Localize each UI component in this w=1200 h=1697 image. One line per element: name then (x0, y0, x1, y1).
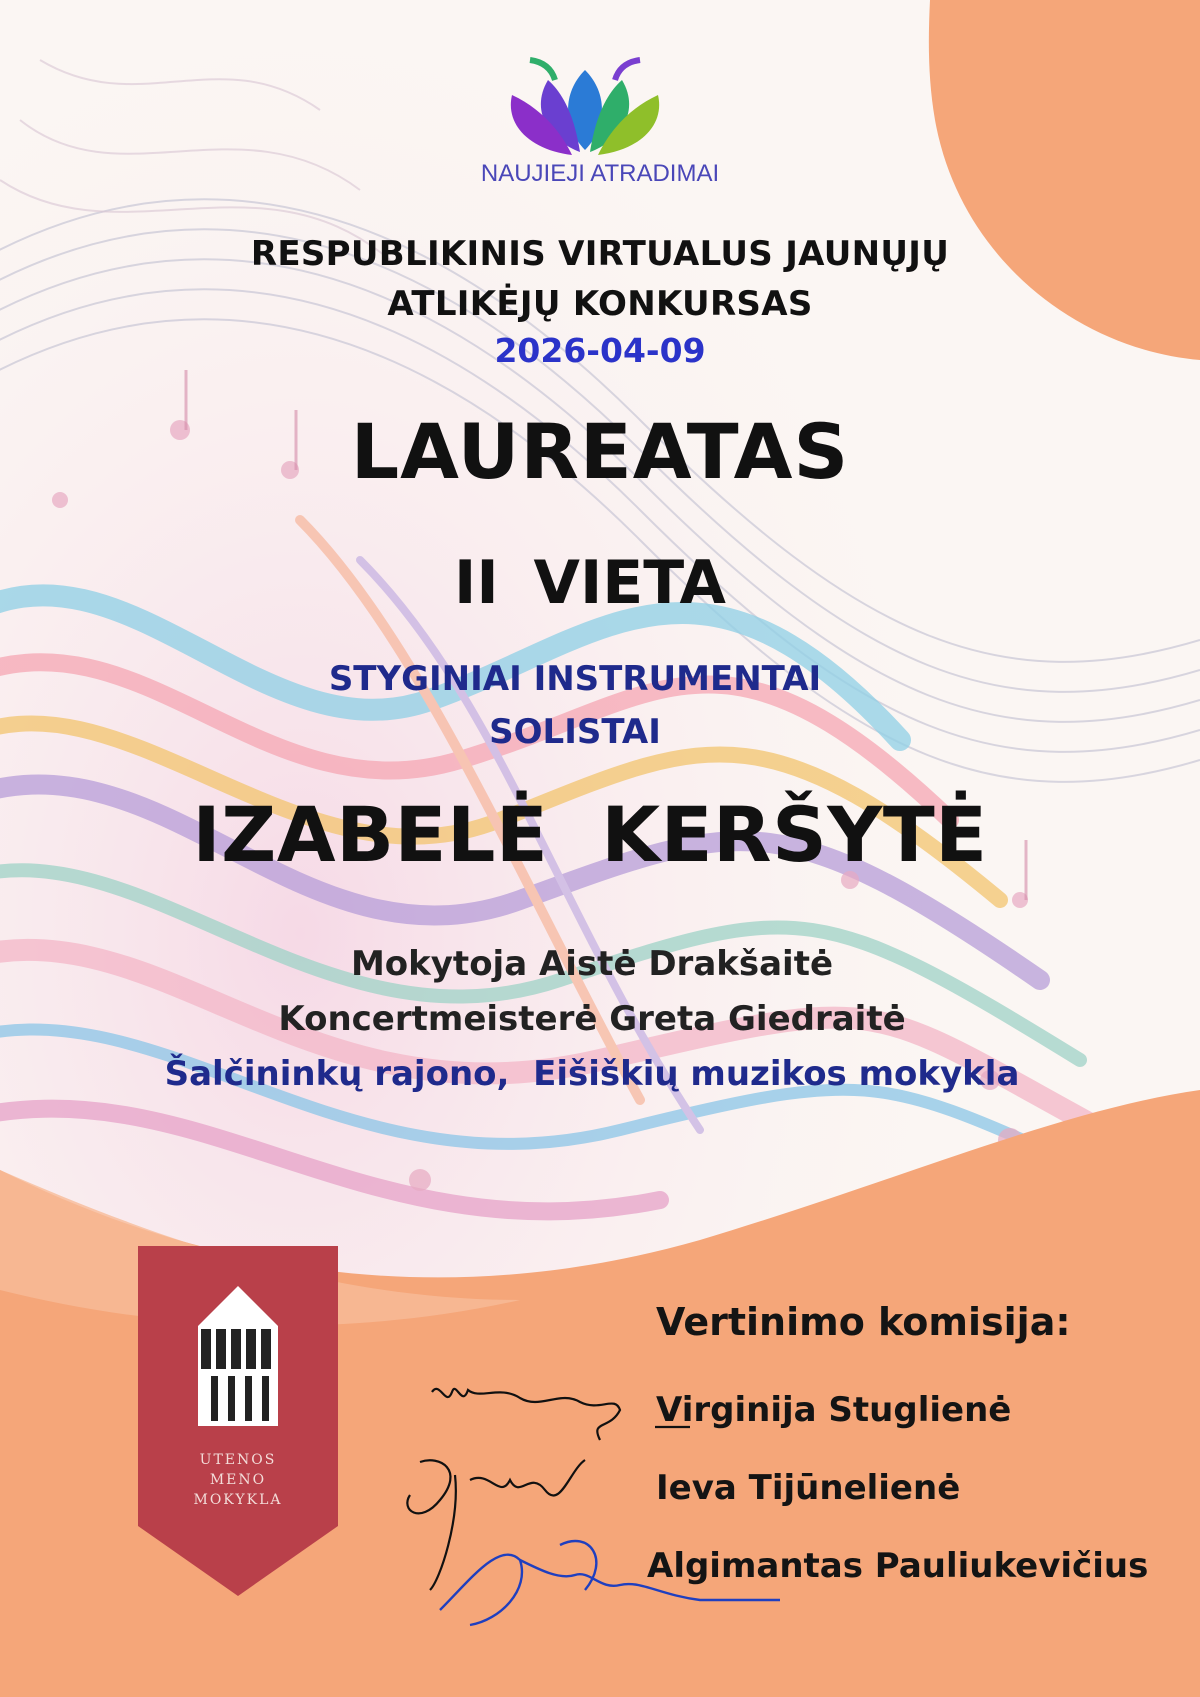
utenos-meno-mokykla-emblem (138, 1246, 338, 1596)
emblem-line1: UTENOS (199, 1452, 277, 1468)
commission-title: Vertinimo komisija: (656, 1300, 1071, 1344)
logo-text: NAUJIEJI ATRADIMAI (480, 160, 720, 187)
competition-title-line1: RESPUBLIKINIS VIRTUALUS JAUNŲJŲ (250, 234, 950, 274)
recipient-name: IZABELĖ KERŠYTĖ (192, 790, 988, 879)
competition-title-line2: ATLIKĖJŲ KONKURSAS (387, 284, 813, 324)
emblem-line3: MOKYKLA (193, 1492, 283, 1508)
emblem-line2: MENO (209, 1472, 267, 1488)
commission-member-3: Algimantas Pauliukevičius (647, 1546, 1149, 1586)
award-place: II VIETA (454, 548, 726, 618)
school-line: Šalčininkų rajono, Eišiškių muzikos mokykla (164, 1054, 1020, 1094)
category-line1: STYGINIAI INSTRUMENTAI (328, 659, 822, 699)
category-line2: SOLISTAI (489, 712, 661, 752)
competition-date: 2026-04-09 (494, 331, 706, 370)
emblem-text (138, 1450, 338, 1510)
commission-member-2: Ieva Tijūnelienė (656, 1468, 961, 1508)
accompanist-line: Koncertmeisterė Greta Giedraitė (278, 999, 906, 1039)
award-title: LAUREATAS (350, 407, 850, 496)
teacher-line: Mokytoja Aistė Drakšaitė (350, 944, 834, 984)
commission-member-1: Virginija Stuglienė (656, 1390, 1012, 1430)
